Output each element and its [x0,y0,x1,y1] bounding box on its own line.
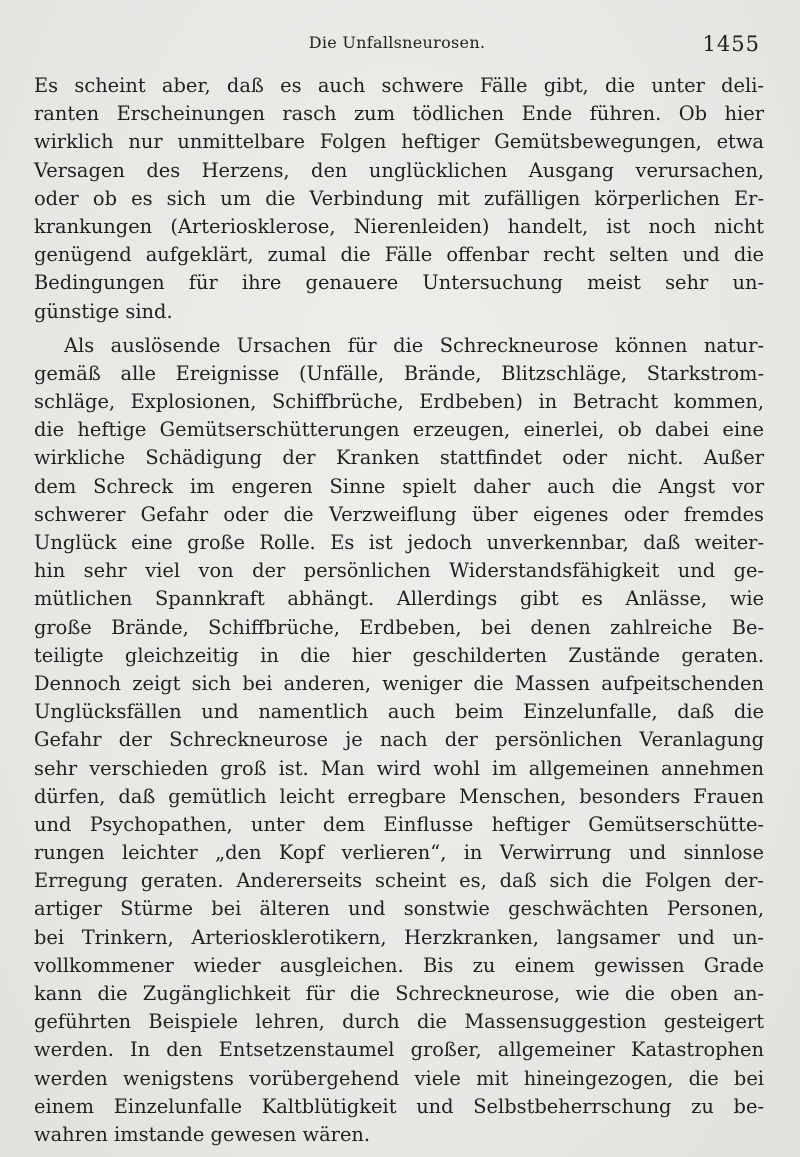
text-line: wirklich nur unmittelbare Folgen heftiger Gemütsbewegungen, etwa [34,130,764,154]
text-line: Erregung geraten. Andererseits scheint es, daß sich die Folgen der- [34,869,764,893]
text-line: Unglück eine große Rolle. Es ist jedoch unverkennbar, daß weiter- [34,531,764,554]
text-line: bei Trinkern, Arteriosklerotikern, Herzkranken, langsamer und un- [34,925,764,949]
text-line: werden wenigstens vorübergehend viele mit hineingezogen, die bei [34,1066,764,1090]
text-line: vollkommener wieder ausgleichen. Bis zu einem gewissen Grade [34,953,764,977]
text-line: Als auslösende Ursachen für die Schreckneurose können natur- [64,333,764,357]
text-line: geführten Beispiele lehren, durch die Massensuggestion gesteigert [34,1010,764,1034]
running-title: Die Unfallsneurosen. [308,33,486,52]
text-line: wirkliche Schädigung der Kranken stattfindet oder nicht. Außer [34,446,764,470]
text-line: schwerer Gefahr oder die Verzweiflung über eigenes oder fremdes [34,502,764,526]
text-line: dürfen, daß gemütlich leicht erregbare Menschen, besonders Frauen [34,784,764,808]
text-line: hin sehr viel von der persönlichen Widerstandsfähigkeit und ge- [34,559,764,583]
running-head [34,32,760,58]
text-line: oder ob es sich um die Verbindung mit zufälligen körperlichen Er- [34,186,764,210]
text-line: einem Einzelunfalle Kaltblütigkeit und Selbstbeherrschung zu be- [34,1094,764,1118]
paragraph-2 [34,332,764,1149]
text-line: Gefahr der Schreckneurose je nach der persönlichen Veranlagung [34,728,764,752]
body-text [34,72,764,1149]
text-line: Versagen des Herzens, den unglücklichen Ausgang verursachen, [34,158,764,182]
text-line: Dennoch zeigt sich bei anderen, weniger die Massen aufpeitschenden [34,671,764,695]
text-line: mütlichen Spannkraft abhängt. Allerdings gibt es Anlässe, wie [34,587,764,611]
page-number: 1455 [702,32,760,56]
text-line: gemäß alle Ereignisse (Unfälle, Brände, Blitzschläge, Starkstrom- [34,361,764,385]
text-line: die heftige Gemütserschütterungen erzeugen, einerlei, ob dabei eine [34,418,764,442]
text-line: Bedingungen für ihre genauere Untersuchung meist sehr un- [34,271,764,295]
text-line: schläge, Explosionen, Schiffbrüche, Erdbeben) in Betracht kommen, [34,390,764,414]
paragraph-1 [34,72,764,326]
text-line: krankungen (Arteriosklerose, Nierenleiden) handelt, ist noch nicht [34,214,764,238]
text-line: große Brände, Schiffbrüche, Erdbeben, bei denen zahlreiche Be- [34,615,764,639]
text-line: günstige sind. [34,299,173,323]
text-line: teiligte gleichzeitig in die hier geschilderten Zustände geraten. [34,643,764,667]
text-line: sehr verschieden groß ist. Man wird wohl im allgemeinen annehmen [34,756,764,780]
text-line: Unglücksfällen und namentlich auch beim Einzelunfalle, daß die [34,700,764,724]
text-line: rungen leichter „den Kopf verlieren“, in Verwirrung und sinnlose [34,841,764,865]
text-line: wahren imstande gewesen wären. [34,1122,371,1146]
text-line: werden. In den Entsetzenstaumel großer, allgemeiner Katastrophen [34,1038,764,1062]
text-line: genügend aufgeklärt, zumal die Fälle offenbar recht selten und die [34,243,764,267]
text-line: kann die Zugänglichkeit für die Schreckneurose, wie die oben an- [34,982,764,1005]
text-line: ranten Erscheinungen rasch zum tödlichen Ende führen. Ob hier [34,102,764,126]
text-line: dem Schreck im engeren Sinne spielt daher auch die Angst vor [34,474,764,498]
text-line: artiger Stürme bei älteren und sonstwie geschwächten Personen, [34,897,764,921]
text-line: Es scheint aber, daß es auch schwere Fälle gibt, die unter deli- [34,74,764,97]
text-line: und Psychopathen, unter dem Einflusse heftiger Gemütserschütte- [34,812,764,836]
